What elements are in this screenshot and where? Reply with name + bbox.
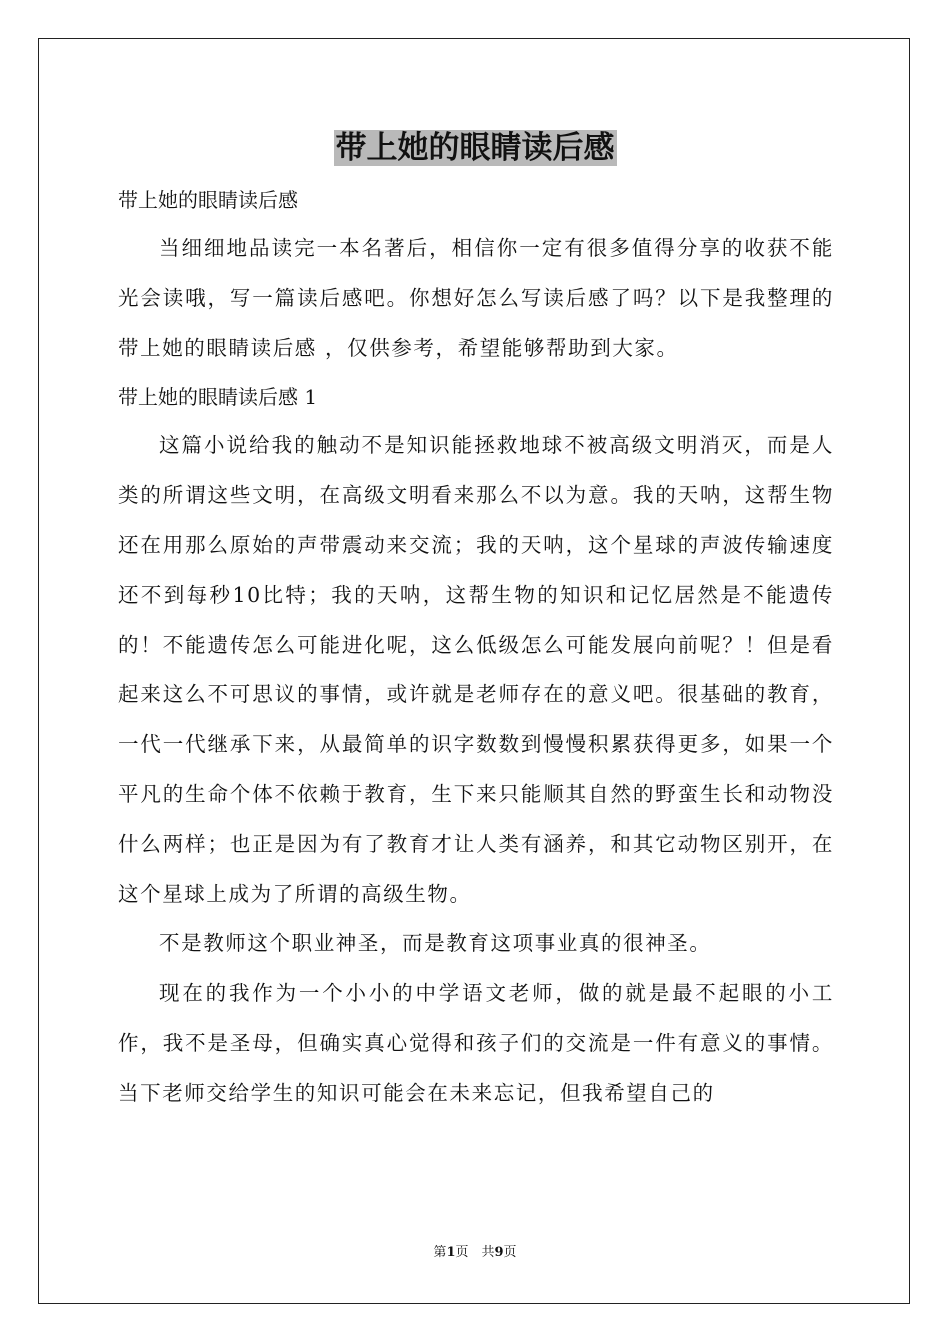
body-paragraph-1: 这篇小说给我的触动不是知识能拯救地球不被高级文明消灭，而是人类的所谓这些文明，在高级文明看来那么不以为意。我的天呐，这帮生物还在用那么原始的声带震动来交流；我的天呐，这个星球的声波传输速度还不到每秒10比特；我的天呐，这帮生物的知识和记忆居然是不能遗传的！不能遗传怎么可能进化呢，这么低级怎么可能发展向前呢？！但是看起来这么不可思议的事情，或许就是老师存在的意义吧。很基础的教育，一代一代继承下来，从最简单的识字数数到慢慢积累获得更多，如果一个平凡的生命个体不依赖于教育，生下来只能顺其自然的野蛮生长和动物没什么两样；也正是因为有了教育才让人类有涵养，和其它动物区别开，在这个星球上成为了所谓的高级生物。 [118, 433, 834, 906]
section-heading: 带上她的眼睛读后感 1 [118, 385, 318, 410]
intro-paragraph: 当细细地品读完一本名著后，相信你一定有很多值得分享的收获不能光会读哦，写一篇读后感吧。你想好怎么写读后感了吗？以下是我整理的带上她的眼睛读后感 ，仅供参考，希望能够帮助到大家。 [118, 236, 834, 360]
footer-page-suffix: 页 [503, 1245, 517, 1260]
document-title-text: 带上她的眼睛读后感 [335, 130, 615, 166]
body-paragraph-3: 现在的我作为一个小小的中学语文老师，做的就是最不起眼的小工作，我不是圣母，但确实真心觉得和孩子们的交流是一件有意义的事情。当下老师交给学生的知识可能会在未来忘记，但我希望自己的 [118, 981, 834, 1105]
footer-page-mid: 页 共 [455, 1245, 495, 1260]
page-footer [0, 1244, 950, 1262]
document-title [0, 128, 950, 168]
footer-page-current: 1 [446, 1245, 456, 1260]
body-paragraph-2: 不是教师这个职业神圣，而是教育这项事业真的很神圣。 [159, 931, 712, 956]
footer-page-total: 9 [494, 1245, 504, 1260]
document-subtitle: 带上她的眼睛读后感 [118, 188, 298, 212]
document-body [118, 176, 834, 1119]
footer-page-prefix: 第 [433, 1245, 447, 1260]
